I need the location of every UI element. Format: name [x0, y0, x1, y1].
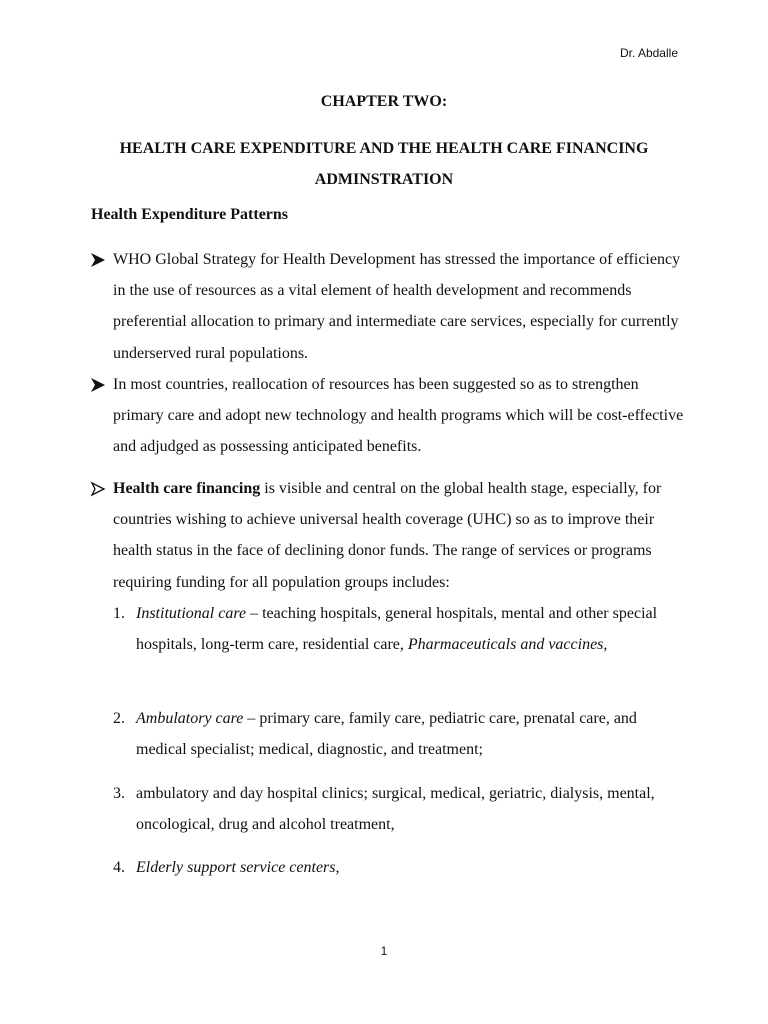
list-item-text: – primary care, family care, pediatric care, prenatal care, and medical specialist; medical, diagnostic, and treatment;: [136, 710, 637, 759]
list-item: [136, 852, 676, 883]
bullet-bold-term: Health care financing: [113, 480, 261, 497]
bullet-text: In most countries, reallocation of resources has been suggested so as to strengthen primary care and adopt new technology and health programs which will be cost-effective and adjudged as possessing anticipated benefits.: [113, 376, 684, 456]
list-item: [136, 778, 676, 840]
list-item-text: ambulatory and day hospital clinics; surgical, medical, geriatric, dialysis, mental, oncological, drug and alcohol treatment,: [136, 785, 655, 834]
list-item-number: 1.: [113, 605, 125, 622]
chapter-title: HEALTH CARE EXPENDITURE AND THE HEALTH CARE FINANCING ADMINSTRATION: [119, 140, 649, 188]
list-item: [136, 703, 676, 765]
bullet-text: WHO Global Strategy for Health Development has stressed the importance of efficiency in the use of resources as a vital element of health development and recommends preferential allocation to primary and intermediate care services, especially for currently underserved rural populations.: [113, 251, 681, 362]
list-item-number: 2.: [113, 710, 125, 727]
arrowhead-outline-icon: [90, 481, 106, 497]
page-header-author: Dr. Abdalle: [619, 46, 678, 60]
bullet-paragraph: [113, 473, 688, 598]
bullet-paragraph: [113, 369, 688, 463]
bullet-paragraph: [113, 244, 688, 369]
list-item-italic: Pharmaceuticals and vaccines: [407, 636, 604, 654]
list-item-tail: ,: [335, 859, 340, 876]
list-item-number: 4.: [113, 859, 125, 876]
arrowhead-filled-icon: [90, 252, 106, 268]
list-item-italic: Institutional care: [136, 605, 247, 622]
arrowhead-filled-icon: [90, 377, 106, 393]
bullet-text: is visible and central on the global health stage, especially, for countries wishing to achieve universal health coverage (UHC) so as to improve their health status in the face of declining donor funds. The range of services or programs requiring funding for all population groups includes:: [113, 480, 662, 591]
list-item-number: 3.: [113, 785, 125, 802]
list-item-text: – teaching hospitals, general hospitals, mental and other special hospitals, long-term care, residential care,: [136, 605, 658, 654]
list-item-italic: Elderly support service centers: [136, 859, 336, 876]
chapter-label: CHAPTER TWO:: [320, 93, 448, 110]
list-item-italic: Ambulatory care: [136, 710, 244, 727]
list-item-tail: ,: [603, 636, 608, 654]
list-item: [136, 598, 676, 660]
section-heading: Health Expenditure Patterns: [91, 206, 289, 223]
page-number: 1: [380, 944, 388, 958]
